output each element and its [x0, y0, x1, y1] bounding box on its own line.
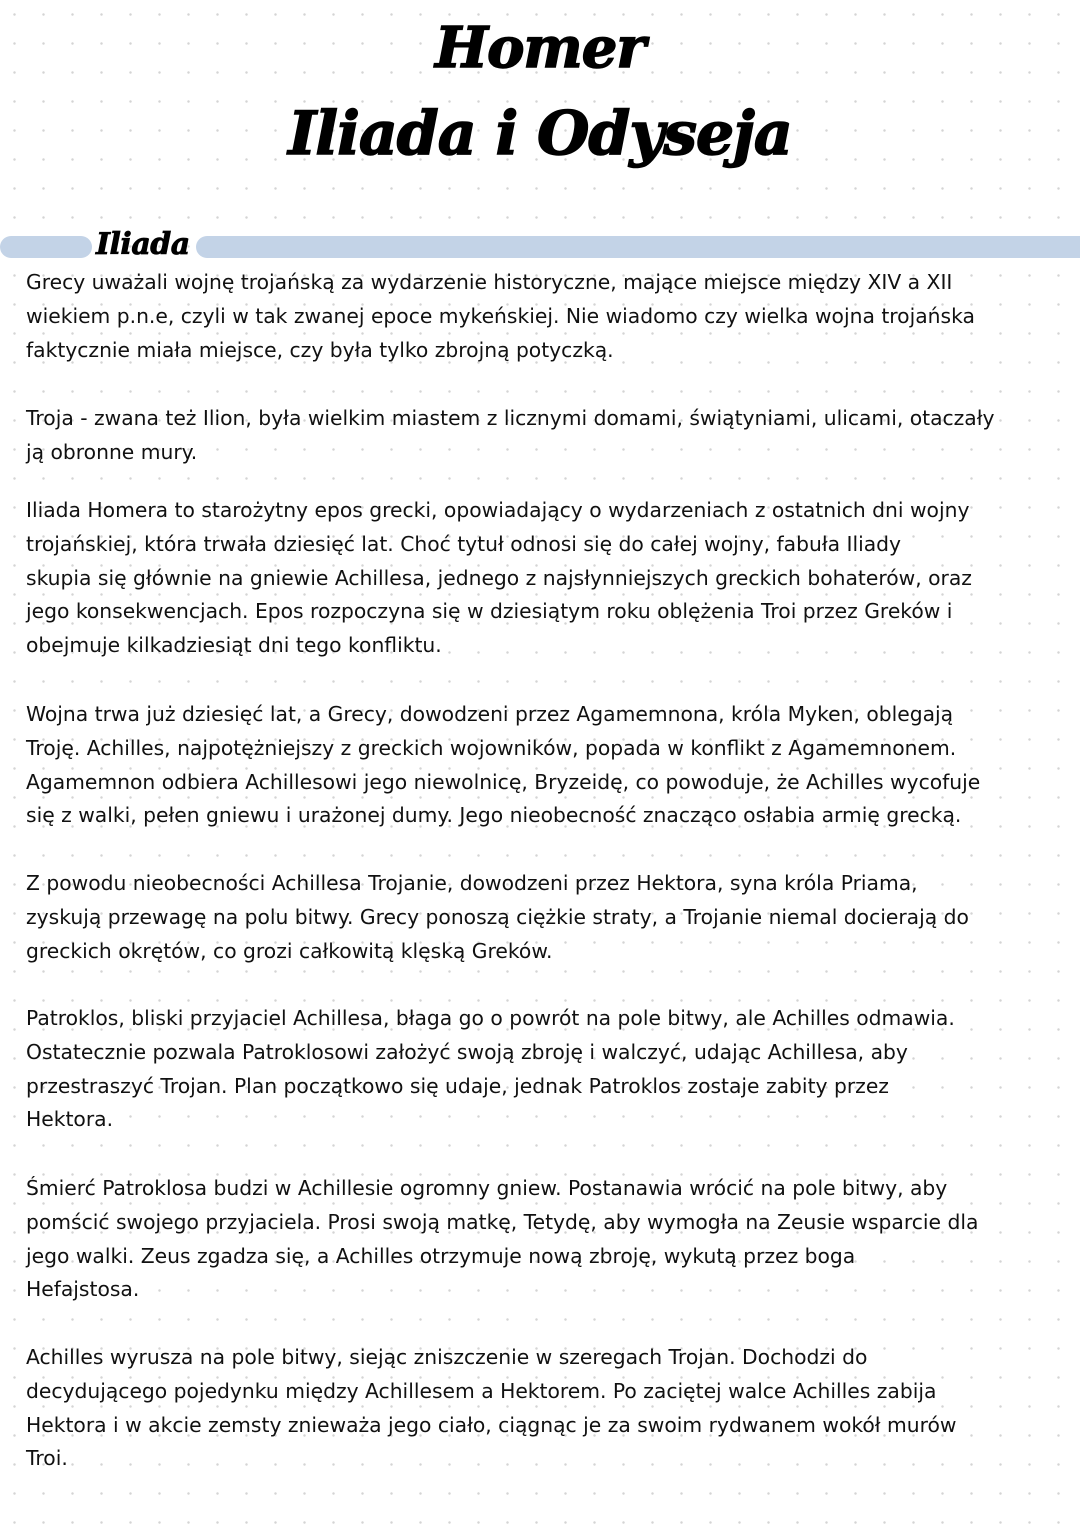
paragraph-patroclus: [26, 1002, 955, 1137]
text-line: Achilles wyrusza na pole bitwy, siejąc zniszczenie w szeregach Trojan. Dochodzi do: [26, 1345, 868, 1369]
paragraph-hector-death: [26, 1341, 957, 1476]
text-line: się z walki, pełen gniewu i urażonej dumy. Jego nieobecność znacząco osłabia armię grecką.: [26, 803, 962, 828]
text-line: Hektora.: [26, 1107, 114, 1132]
text-line: skupia się głównie na gniewie Achillesa, jednego z najsłynniejszych greckich bohaterów, oraz: [26, 565, 972, 590]
text-line: Troi.: [26, 1446, 68, 1471]
paragraph-troy: [26, 402, 995, 470]
text-line: Patroklos, bliski przyjaciel Achillesa, błaga go o powrót na pole bitwy, ale Achilles odmawia.: [26, 1006, 955, 1030]
text-line: pomścić swojego przyjaciela. Prosi swoją matkę, Tetydę, aby wymogła na Zeusie wsparcie dla: [26, 1209, 979, 1234]
text-line: Hektora i w akcie zemsty znieważa jego ciało, ciągnąc je za swoim rydwanem wokół murów: [26, 1412, 957, 1437]
text-line: Iliada Homera to starożytny epos grecki, opowiadający o wydarzeniach z ostatnich dni wojny: [26, 498, 970, 522]
text-line: przestraszyć Trojan. Plan początkowo się udaje, jednak Patroklos zostaje zabity przez: [26, 1073, 889, 1098]
paragraph-achilles-conflict: [26, 698, 980, 833]
text-line: wiekiem p.n.e, czyli w tak zwanej epoce mykeńskiej. Nie wiadomo czy wielka wojna trojańska: [26, 303, 975, 328]
text-line: Troja - zwana też Ilion, była wielkim miastem z licznymi domami, świątyniami, ulicami, otaczały: [26, 406, 995, 430]
paragraph-historical-context: [26, 266, 975, 367]
header-bar-left: [0, 236, 92, 258]
text-line: Grecy uważali wojnę trojańską za wydarzenie historyczne, mające miejsce między XIV a XII: [26, 270, 953, 294]
header-bar-right: [196, 236, 1080, 258]
text-line: Wojna trwa już dziesięć lat, a Grecy, dowodzeni przez Agamemnona, króla Myken, oblegają: [26, 702, 954, 726]
text-line: greckich okrętów, co grozi całkowitą klęską Greków.: [26, 938, 553, 963]
text-line: Hefajstosa.: [26, 1277, 140, 1302]
title-works: Iliada i Odyseja: [288, 99, 792, 169]
text-line: obejmuje kilkadziesiąt dni tego konfliktu.: [26, 633, 442, 658]
paragraph-iliad-summary: [26, 494, 972, 663]
text-line: decydującego pojedynku między Achillesem a Hektorem. Po zaciętej walce Achilles zabija: [26, 1378, 937, 1403]
paragraph-achilles-wrath: [26, 1172, 978, 1307]
text-line: Troję. Achilles, najpotężniejszy z greckich wojowników, popada w konflikt z Agamemnonem.: [26, 735, 957, 760]
text-line: trojańskiej, która trwała dziesięć lat. Choć tytuł odnosi się do całej wojny, fabuła Iliady: [26, 531, 902, 556]
text-line: jego walki. Zeus zgadza się, a Achilles otrzymuje nową zbroję, wykutą przez boga: [26, 1243, 856, 1268]
text-line: ją obronne mury.: [26, 439, 198, 464]
text-line: Śmierć Patroklosa budzi w Achillesie ogromny gniew. Postanawia wrócić na pole bitwy, aby: [26, 1176, 948, 1200]
section-title: Iliada: [96, 227, 190, 262]
text-line: Z powodu nieobecności Achillesa Trojanie, dowodzeni przez Hektora, syna króla Priama,: [26, 871, 918, 895]
text-line: jego konsekwencjach. Epos rozpoczyna się w dziesiątym roku oblężenia Troi przez Greków i: [26, 599, 953, 624]
text-line: faktycznie miała miejsce, czy była tylko zbrojną potyczką.: [26, 337, 614, 362]
section-header-iliada: [0, 227, 1080, 263]
text-line: Ostatecznie pozwala Patroklosowi założyć swoją zbroję i walczyć, udając Achillesa, aby: [26, 1039, 908, 1064]
paragraph-trojan-advantage: [26, 867, 969, 968]
title-author: Homer: [435, 15, 645, 81]
text-line: Agamemnon odbiera Achillesowi jego niewolnicę, Bryzeidę, co powoduje, że Achilles wycofuje: [26, 769, 981, 794]
text-line: zyskują przewagę na polu bitwy. Grecy ponoszą ciężkie straty, a Trojanie niemal docierają do: [26, 904, 969, 929]
page-title: [0, 8, 1080, 169]
